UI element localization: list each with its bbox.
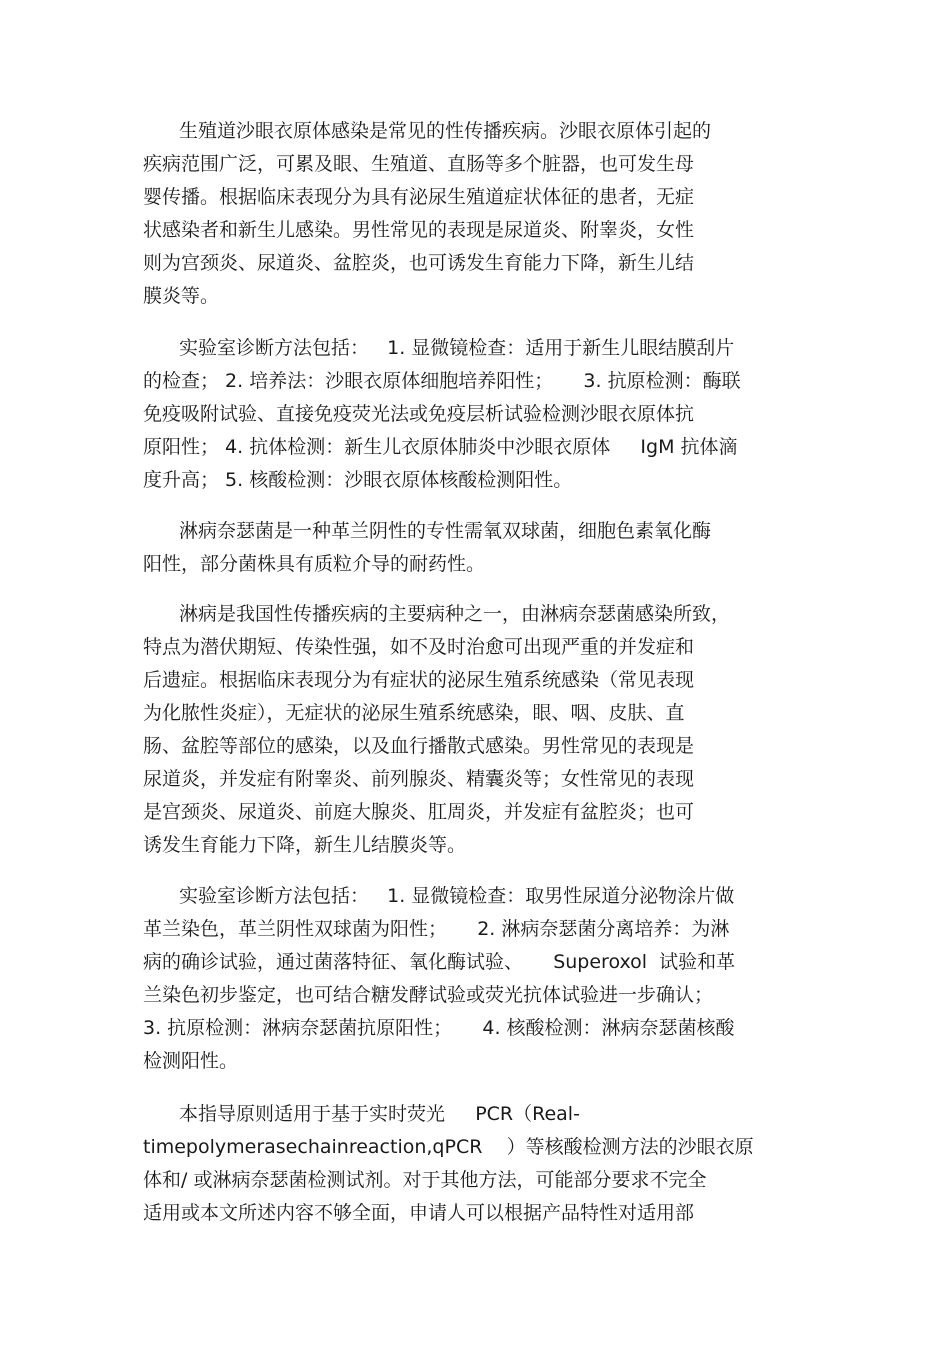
text-line: 尿道炎，并发症有附睾炎、前列腺炎、精囊炎等；女性常见的表现 [143, 768, 695, 790]
text-line: 后遗症。根据临床表现分为有症状的泌尿生殖系统感染（常见表现 [143, 669, 695, 691]
text-line: 适用或本文所述内容不够全面，申请人可以根据产品特性对适用部 [143, 1202, 695, 1224]
text-line: 兰染色初步鉴定，也可结合糖发酵试验或荧光抗体试验进一步确认； [143, 984, 714, 1006]
text-line: 诱发生育能力下降，新生儿结膜炎等。 [143, 834, 467, 856]
text-line: 实验室诊断方法包括： 1. 显微镜检查：适用于新生儿眼结膜刮片 [179, 337, 735, 359]
text-line: 免疫吸附试验、直接免疫荧光法或免疫层析试验检测沙眼衣原体抗 [143, 403, 695, 425]
paragraph-scope [143, 1098, 803, 1230]
text-line: 特点为潜伏期短、传染性强，如不及时治愈可出现严重的并发症和 [143, 636, 695, 658]
text-line: 膜炎等。 [143, 285, 220, 307]
text-line: 原阳性； 4. 抗体检测：新生儿衣原体肺炎中沙眼衣原体 IgM 抗体滴 [143, 436, 738, 458]
text-line: 淋病奈瑟菌是一种革兰阴性的专性需氧双球菌，细胞色素氧化酶 [179, 520, 712, 542]
text-line: 3. 抗原检测：淋病奈瑟菌抗原阳性； 4. 核酸检测：淋病奈瑟菌核酸 [143, 1017, 735, 1039]
text-line: 的检查； 2. 培养法：沙眼衣原体细胞培养阳性； 3. 抗原检测：酶联 [143, 370, 741, 392]
text-line: 则为宫颈炎、尿道炎、盆腔炎，也可诱发生育能力下降，新生儿结 [143, 252, 695, 274]
text-line: 革兰染色，革兰阴性双球菌为阳性； 2. 淋病奈瑟菌分离培养：为淋 [143, 918, 730, 940]
text-line: 生殖道沙眼衣原体感染是常见的性传播疾病。沙眼衣原体引起的 [179, 120, 712, 142]
paragraph-gonococcus-description [143, 515, 803, 581]
text-line: 度升高； 5. 核酸检测：沙眼衣原体核酸检测阳性。 [143, 469, 573, 491]
text-line: 病的确诊试验，通过菌落特征、氧化酶试验、 Superoxol 试验和革 [143, 951, 736, 973]
text-line: 实验室诊断方法包括： 1. 显微镜检查：取男性尿道分泌物涂片做 [179, 885, 735, 907]
text-line: 是宫颈炎、尿道炎、前庭大腺炎、肛周炎，并发症有盆腔炎；也可 [143, 801, 695, 823]
text-line: 淋病是我国性传播疾病的主要病种之一，由淋病奈瑟菌感染所致， [179, 603, 731, 625]
text-line: timepolymerasechainreaction,qPCR ）等核酸检测方法的沙眼衣原 [143, 1136, 754, 1158]
text-line: 疾病范围广泛，可累及眼、生殖道、直肠等多个脏器，也可发生母 [143, 153, 695, 175]
paragraph-chlamydia-lab-diagnosis [143, 332, 803, 497]
paragraph-chlamydia-overview [143, 115, 803, 313]
text-line: 本指导原则适用于基于实时荧光 PCR（Real- [179, 1103, 580, 1125]
text-line: 状感染者和新生儿感染。男性常见的表现是尿道炎、附睾炎，女性 [143, 219, 695, 241]
text-line: 肠、盆腔等部位的感染，以及血行播散式感染。男性常见的表现是 [143, 735, 695, 757]
text-line: 阳性，部分菌株具有质粒介导的耐药性。 [143, 553, 486, 575]
text-line: 检测阳性。 [143, 1050, 239, 1072]
text-line: 体和/ 或淋病奈瑟菌检测试剂。对于其他方法，可能部分要求不完全 [143, 1169, 707, 1191]
text-line: 婴传播。根据临床表现分为具有泌尿生殖道症状体征的患者，无症 [143, 186, 695, 208]
paragraph-gonorrhea-overview [143, 598, 803, 862]
text-line: 为化脓性炎症），无症状的泌尿生殖系统感染，眼、咽、皮肤、直 [143, 702, 685, 724]
paragraph-gonorrhea-lab-diagnosis [143, 880, 803, 1078]
